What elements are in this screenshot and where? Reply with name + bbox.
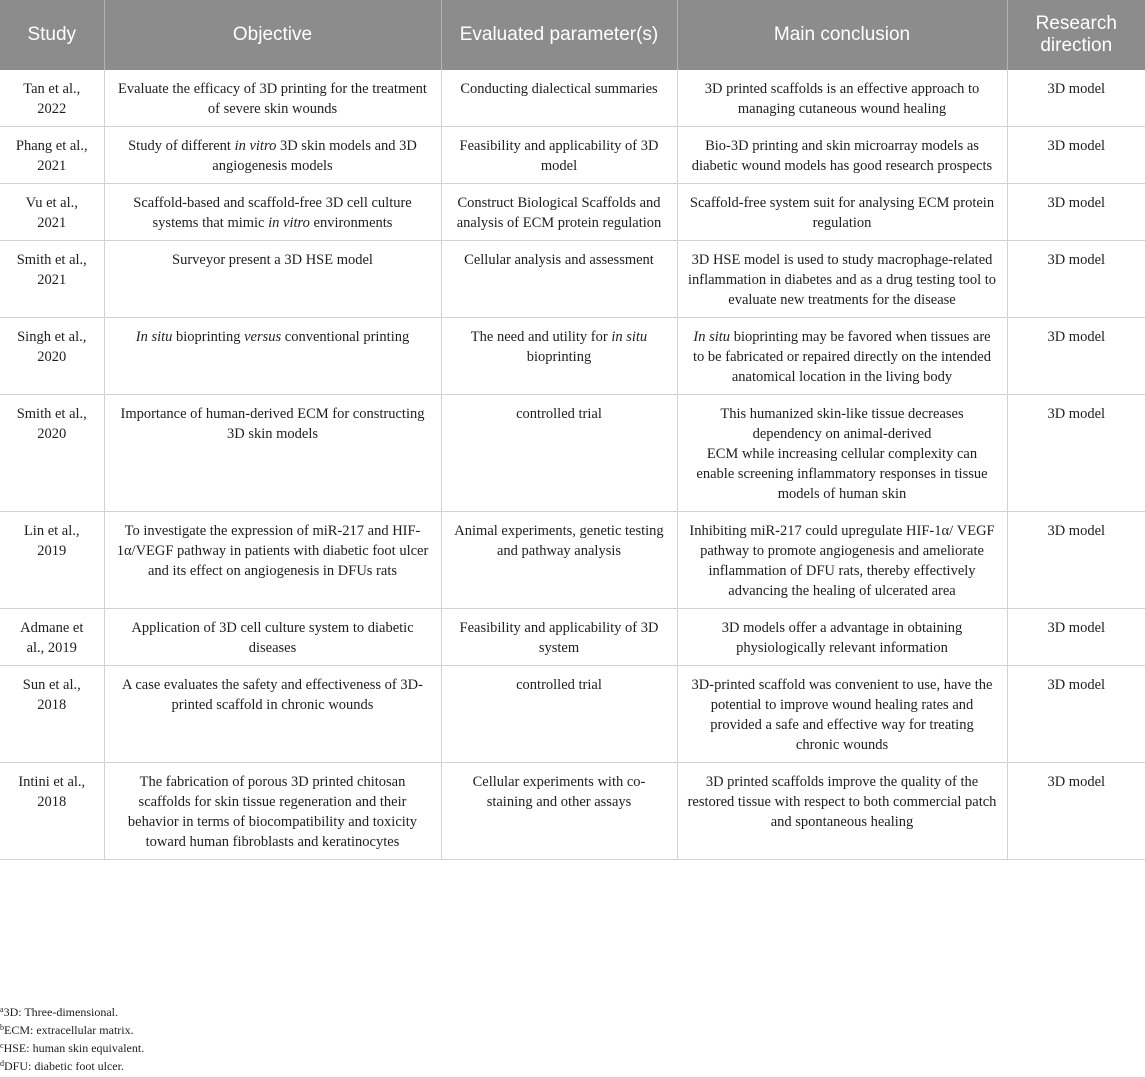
cell-evaluated-parameters bbox=[441, 512, 677, 609]
text-segment: environments bbox=[309, 215, 393, 231]
text-segment: Scaffold-based and scaffold-free 3D cell culture systems that mimic bbox=[133, 195, 412, 231]
footnote bbox=[0, 1021, 144, 1039]
text-segment: The need and utility for bbox=[470, 329, 612, 345]
cell-objective bbox=[104, 70, 441, 127]
text-segment: Bio-3D printing and skin microarray models as diabetic wound models has good research prospects bbox=[691, 138, 993, 174]
text-segment: Construct Biological Scaffolds and analysis of ECM protein regulation bbox=[456, 195, 662, 231]
text-segment: The fabrication of porous 3D printed chitosan scaffolds for skin tissue regeneration and their behavior in terms of biocompatibility and toxicity toward human fibroblasts and keratinocytes bbox=[127, 774, 418, 850]
cell-evaluated-parameters bbox=[441, 127, 677, 184]
italic-text: versus bbox=[244, 329, 282, 345]
cell-research-direction: 3D model bbox=[1007, 241, 1145, 318]
table-row bbox=[0, 609, 1145, 666]
header-study: Study bbox=[0, 0, 104, 70]
cell-main-conclusion bbox=[677, 70, 1007, 127]
footnote-mark: c bbox=[0, 1041, 4, 1050]
text-segment: bioprinting may be favored when tissues are to be fabricated or repaired directly on the intended anatomical location in the living body bbox=[693, 329, 991, 385]
text-segment: controlled trial bbox=[516, 406, 602, 422]
table-row bbox=[0, 127, 1145, 184]
cell-study: Vu et al., 2021 bbox=[0, 184, 104, 241]
text-segment: Animal experiments, genetic testing and pathway analysis bbox=[454, 523, 664, 559]
cell-main-conclusion bbox=[677, 127, 1007, 184]
text-segment: controlled trial bbox=[516, 677, 602, 693]
footnote bbox=[0, 1039, 144, 1057]
cell-main-conclusion bbox=[677, 512, 1007, 609]
table-row bbox=[0, 763, 1145, 860]
footnote-text: 3D: Three-dimensional. bbox=[3, 1005, 118, 1019]
text-segment: Feasibility and applicability of 3D model bbox=[459, 138, 659, 174]
text-segment: Inhibiting miR-217 could upregulate HIF-1α/ VEGF pathway to promote angiogenesis and ameliorate inflammation of DFU rats, thereby effectively advancing the healing of ulcerated area bbox=[689, 523, 995, 599]
text-segment: Feasibility and applicability of 3D system bbox=[459, 620, 659, 656]
text-segment: bioprinting bbox=[526, 349, 592, 365]
table-row bbox=[0, 241, 1145, 318]
footnote-mark: b bbox=[0, 1023, 4, 1032]
text-segment: 3D printed scaffolds improve the quality of the restored tissue with respect to both commercial patch and spontaneous healing bbox=[687, 774, 997, 830]
cell-study: Intini et al., 2018 bbox=[0, 763, 104, 860]
italic-text: in vitro bbox=[268, 215, 310, 231]
header-main-conclusion: Main conclusion bbox=[677, 0, 1007, 70]
table-row bbox=[0, 666, 1145, 763]
cell-objective bbox=[104, 395, 441, 512]
text-segment: 3D HSE model is used to study macrophage-related inflammation in diabetes and as a drug testing tool to evaluate new treatments for the disease bbox=[687, 252, 997, 308]
cell-objective bbox=[104, 763, 441, 860]
cell-objective bbox=[104, 127, 441, 184]
cell-evaluated-parameters bbox=[441, 395, 677, 512]
footnote-mark: a bbox=[0, 1005, 4, 1014]
cell-research-direction: 3D model bbox=[1007, 512, 1145, 609]
cell-study: Phang et al., 2021 bbox=[0, 127, 104, 184]
cell-evaluated-parameters bbox=[441, 184, 677, 241]
cell-study: Sun et al., 2018 bbox=[0, 666, 104, 763]
footnote-text: HSE: human skin equivalent. bbox=[3, 1041, 145, 1055]
cell-study: Smith et al., 2021 bbox=[0, 241, 104, 318]
footnotes bbox=[0, 1003, 144, 1075]
cell-objective bbox=[104, 512, 441, 609]
italic-text: In situ bbox=[693, 329, 731, 345]
cell-study: Singh et al., 2020 bbox=[0, 318, 104, 395]
cell-research-direction: 3D model bbox=[1007, 666, 1145, 763]
cell-main-conclusion bbox=[677, 609, 1007, 666]
text-segment: Conducting dialectical summaries bbox=[460, 81, 658, 97]
cell-evaluated-parameters bbox=[441, 241, 677, 318]
text-segment: Importance of human-derived ECM for constructing 3D skin models bbox=[120, 406, 425, 442]
table-row bbox=[0, 395, 1145, 512]
cell-evaluated-parameters bbox=[441, 609, 677, 666]
cell-study: Lin et al., 2019 bbox=[0, 512, 104, 609]
text-segment: Cellular analysis and assessment bbox=[464, 252, 654, 268]
text-segment: Cellular experiments with co-staining and other assays bbox=[472, 774, 646, 810]
text-segment: bioprinting bbox=[172, 329, 245, 345]
cell-research-direction: 3D model bbox=[1007, 127, 1145, 184]
cell-evaluated-parameters bbox=[441, 70, 677, 127]
text-segment: Evaluate the efficacy of 3D printing for the treatment of severe skin wounds bbox=[118, 81, 427, 117]
footnote bbox=[0, 1003, 144, 1021]
cell-objective bbox=[104, 318, 441, 395]
text-segment: 3D-printed scaffold was convenient to use, have the potential to improve wound healing rates and provided a safe and effective way for treating chronic wounds bbox=[691, 677, 993, 753]
cell-main-conclusion bbox=[677, 241, 1007, 318]
footnote bbox=[0, 1057, 144, 1075]
text-segment: 3D skin models and 3D angiogenesis models bbox=[212, 138, 417, 174]
text-segment: Application of 3D cell culture system to diabetic diseases bbox=[131, 620, 414, 656]
cell-objective bbox=[104, 184, 441, 241]
cell-study: Tan et al., 2022 bbox=[0, 70, 104, 127]
table-row bbox=[0, 70, 1145, 127]
text-segment: This humanized skin-like tissue decreases dependency on animal-derived bbox=[720, 406, 964, 442]
text-segment: 3D models offer a advantage in obtaining physiologically relevant information bbox=[721, 620, 963, 656]
text-segment: Study of different bbox=[128, 138, 235, 154]
cell-evaluated-parameters bbox=[441, 318, 677, 395]
text-segment: To investigate the expression of miR-217 and HIF-1α/VEGF pathway in patients with diabetic foot ulcer and its effect on angiogenesis in DFUs rats bbox=[116, 523, 429, 579]
text-segment: A case evaluates the safety and effectiveness of 3D-printed scaffold in chronic wounds bbox=[122, 677, 423, 713]
italic-text: In situ bbox=[135, 329, 173, 345]
cell-evaluated-parameters bbox=[441, 763, 677, 860]
cell-objective bbox=[104, 666, 441, 763]
cell-research-direction: 3D model bbox=[1007, 395, 1145, 512]
footnote-text: ECM: extracellular matrix. bbox=[4, 1023, 134, 1037]
table-row bbox=[0, 318, 1145, 395]
text-segment: conventional printing bbox=[281, 329, 410, 345]
footnote-text: DFU: diabetic foot ulcer. bbox=[4, 1059, 124, 1073]
table-row bbox=[0, 184, 1145, 241]
cell-research-direction: 3D model bbox=[1007, 763, 1145, 860]
cell-objective bbox=[104, 241, 441, 318]
header-evaluated-parameters: Evaluated parameter(s) bbox=[441, 0, 677, 70]
text-segment: ECM while increasing cellular complexity can enable screening inflammatory responses in tissue models of human skin bbox=[696, 446, 988, 502]
text-segment: Scaffold-free system suit for analysing ECM protein regulation bbox=[689, 195, 995, 231]
cell-main-conclusion bbox=[677, 184, 1007, 241]
table-body bbox=[0, 70, 1145, 860]
cell-main-conclusion bbox=[677, 318, 1007, 395]
cell-study: Admane et al., 2019 bbox=[0, 609, 104, 666]
cell-study: Smith et al., 2020 bbox=[0, 395, 104, 512]
cell-main-conclusion bbox=[677, 763, 1007, 860]
table-header-row bbox=[0, 0, 1145, 70]
cell-evaluated-parameters bbox=[441, 666, 677, 763]
header-research-direction: Research direction bbox=[1007, 0, 1145, 70]
italic-text: in vitro bbox=[234, 138, 277, 154]
cell-main-conclusion bbox=[677, 395, 1007, 512]
cell-research-direction: 3D model bbox=[1007, 318, 1145, 395]
header-objective: Objective bbox=[104, 0, 441, 70]
footnote-mark: d bbox=[0, 1059, 4, 1068]
cell-objective bbox=[104, 609, 441, 666]
italic-text: in situ bbox=[611, 329, 648, 345]
cell-research-direction: 3D model bbox=[1007, 609, 1145, 666]
cell-main-conclusion bbox=[677, 666, 1007, 763]
text-segment: Surveyor present a 3D HSE model bbox=[172, 252, 373, 268]
table-row bbox=[0, 512, 1145, 609]
cell-research-direction: 3D model bbox=[1007, 184, 1145, 241]
cell-research-direction: 3D model bbox=[1007, 70, 1145, 127]
text-segment: 3D printed scaffolds is an effective approach to managing cutaneous wound healing bbox=[704, 81, 980, 117]
